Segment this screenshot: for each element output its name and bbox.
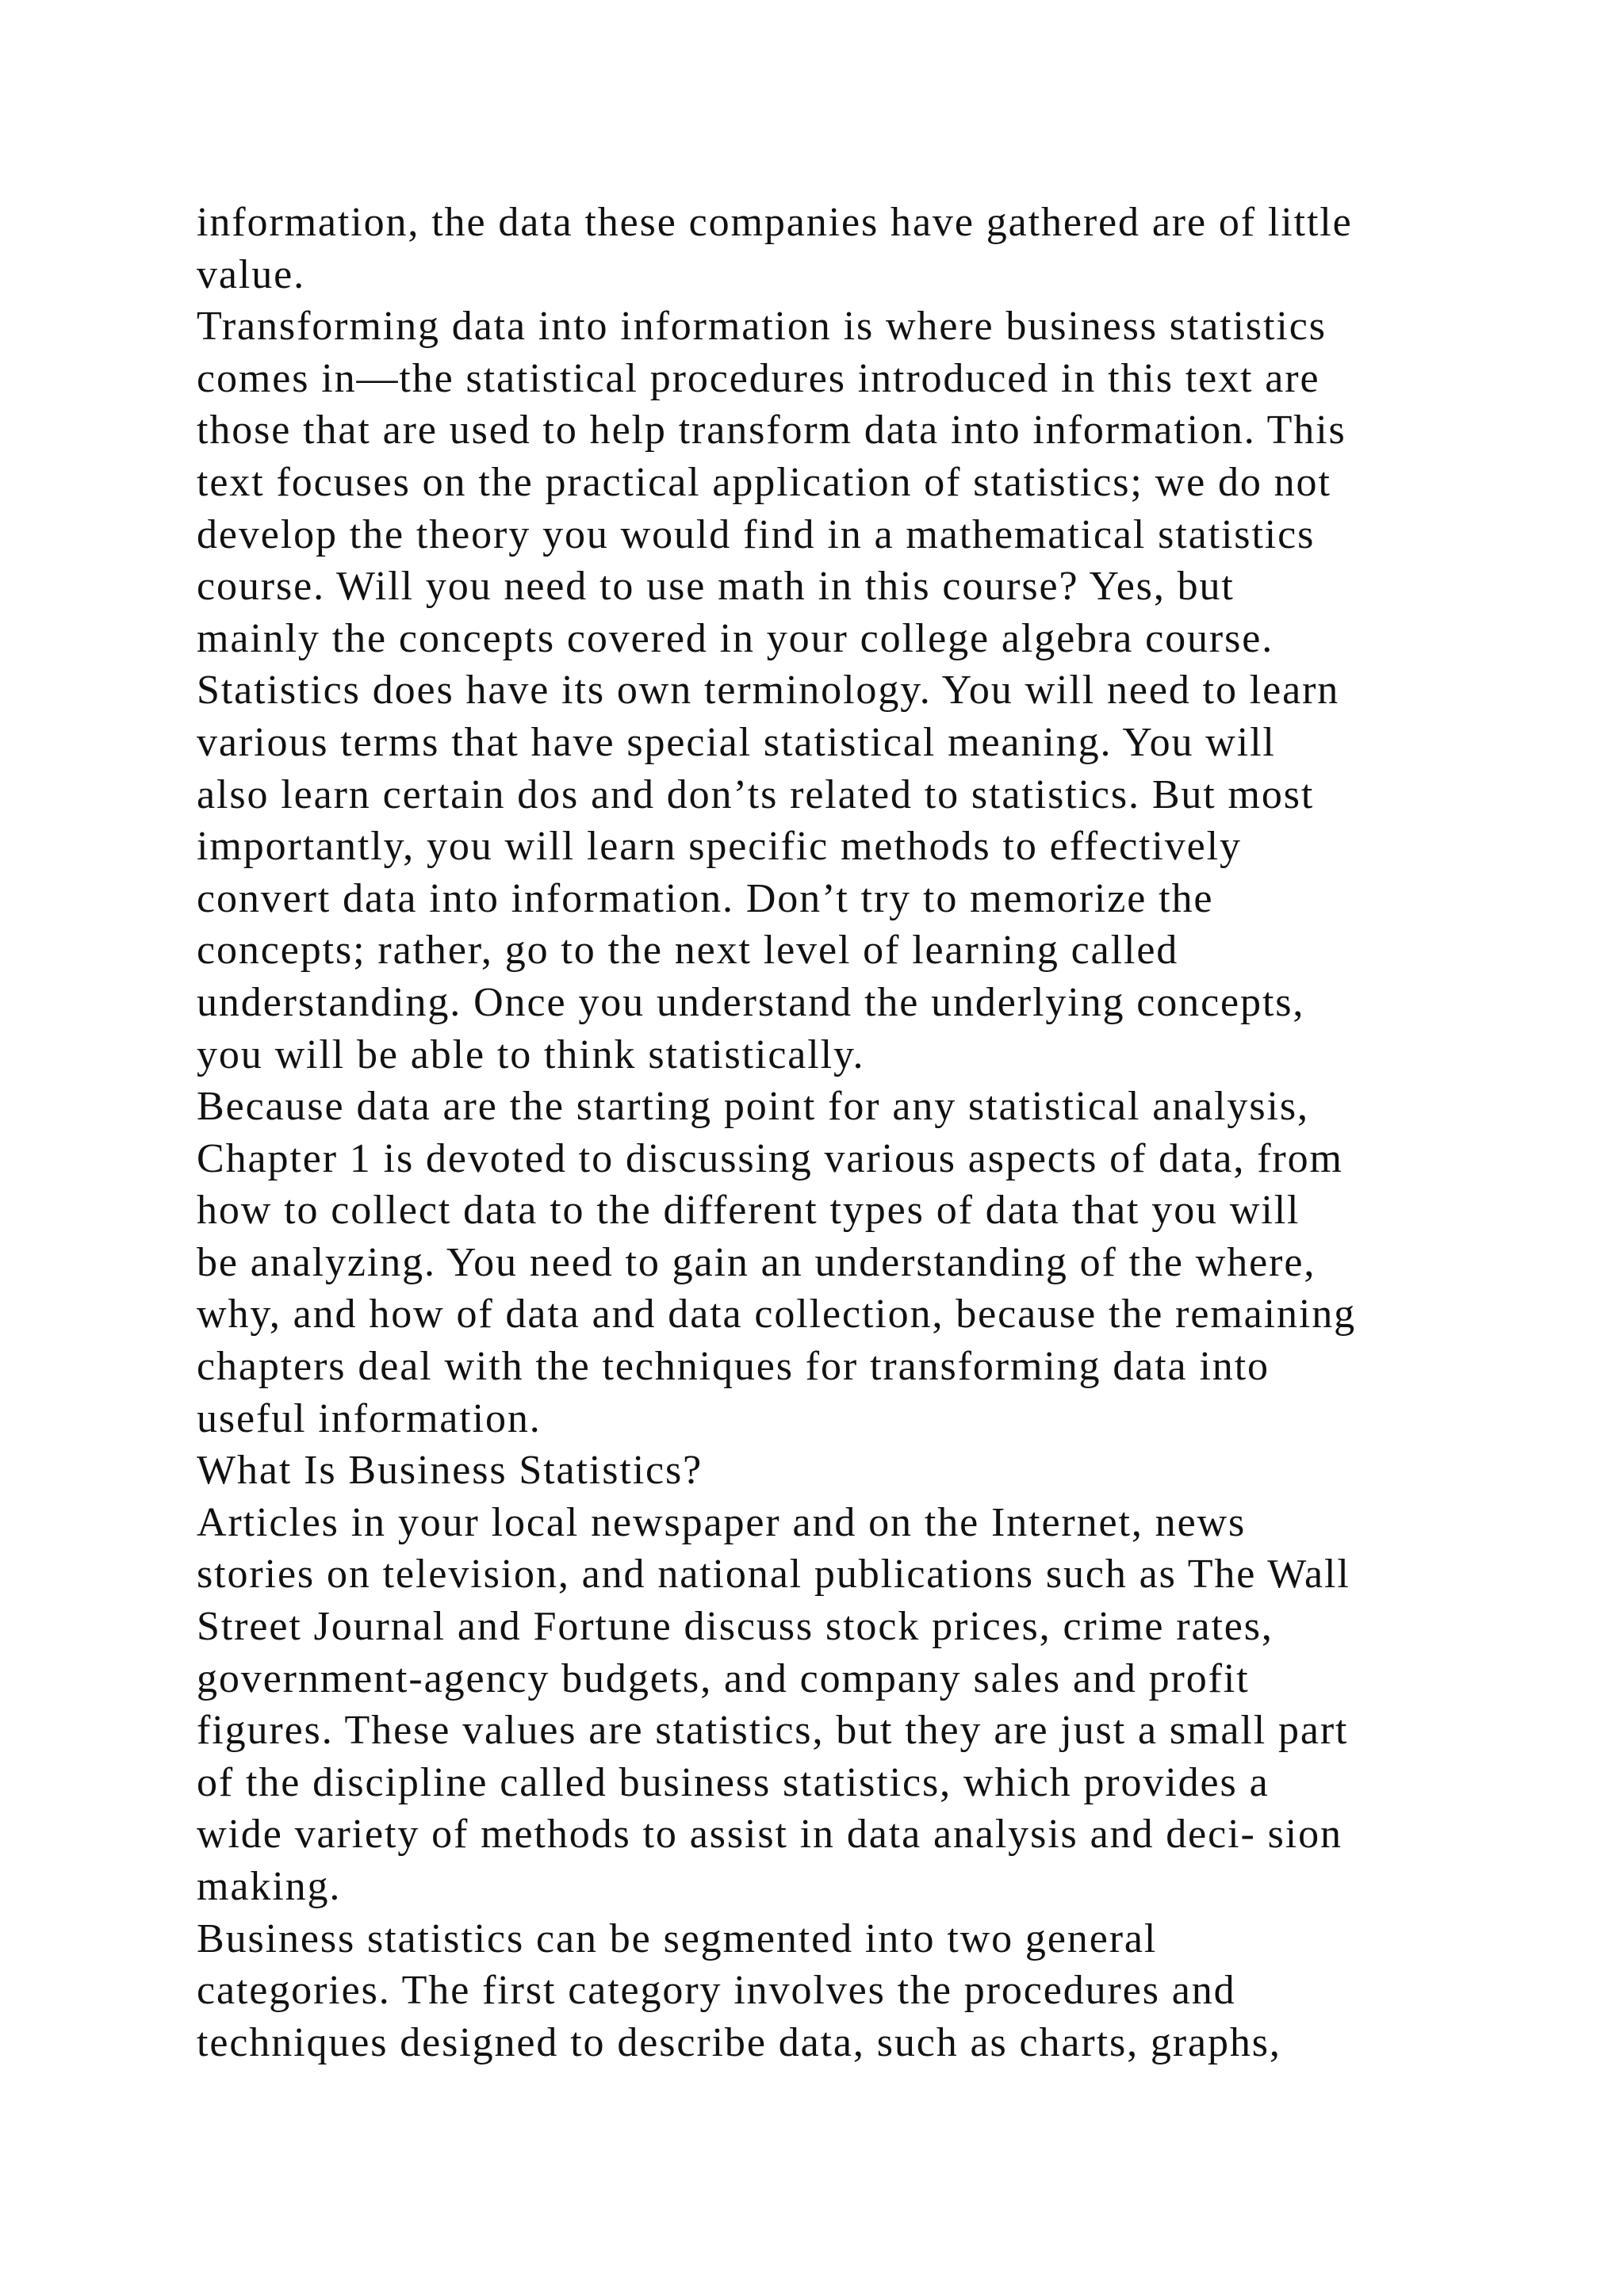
text-line: develop the theory you would find in a mathematical statistics xyxy=(197,511,1316,557)
text-line: importantly, you will learn specific methods to effectively xyxy=(197,824,1242,870)
text-line: Statistics does have its own terminology. You will need to learn xyxy=(197,668,1340,714)
text-line: Because data are the starting point for any statistical analysis, xyxy=(197,1084,1309,1130)
text-line: Articles in your local newspaper and on the Internet, news xyxy=(197,1499,1247,1545)
text-line: Chapter 1 is devoted to discussing various aspects of data, from xyxy=(197,1135,1343,1181)
text-line: wide variety of methods to assist in data analysis and deci- sion xyxy=(197,1812,1342,1858)
text-line: why, and how of data and data collection, because the remaining xyxy=(197,1292,1357,1337)
text-line: figures. These values are statistics, but they are just a small part xyxy=(197,1708,1349,1754)
text-line: various terms that have special statistical meaning. You will xyxy=(197,719,1276,765)
text-line: text focuses on the practical application of statistics; we do not xyxy=(197,459,1331,505)
text-line: useful information. xyxy=(197,1395,542,1441)
text-line: making. xyxy=(197,1864,342,1909)
text-line: you will be able to think statistically. xyxy=(197,1031,865,1077)
text-line: Street Journal and Fortune discuss stock prices, crime rates, xyxy=(197,1604,1274,1650)
text-line: be analyzing. You need to gain an understanding of the where, xyxy=(197,1239,1316,1285)
text-line: understanding. Once you understand the underlying concepts, xyxy=(197,979,1305,1025)
text-line: categories. The first category involves the procedures and xyxy=(197,1968,1236,2014)
text-line: concepts; rather, go to the next level of learning called xyxy=(197,928,1179,974)
text-line: comes in—the statistical procedures introduced in this text are xyxy=(197,355,1320,401)
text-line: Transforming data into information is where business statistics xyxy=(197,304,1327,350)
text-line: convert data into information. Don’t try to memorize the xyxy=(197,875,1214,921)
text-line: information, the data these companies have gathered are of little xyxy=(197,200,1353,245)
text-line: of the discipline called business statistics, which provides a xyxy=(197,1759,1270,1805)
text-line: mainly the concepts covered in your college algebra course. xyxy=(197,615,1274,661)
section-heading: What Is Business Statistics? xyxy=(197,1448,703,1494)
text-line: course. Will you need to use math in this course? Yes, but xyxy=(197,564,1235,610)
text-line: those that are used to help transform data into information. This xyxy=(197,408,1346,453)
text-line: stories on television, and national publications such as The Wall xyxy=(197,1552,1350,1598)
document-text xyxy=(197,197,1450,2068)
text-line: techniques designed to describe data, such as charts, graphs, xyxy=(197,2019,1281,2065)
text-line: how to collect data to the different types of data that you will xyxy=(197,1188,1300,1234)
text-line: chapters deal with the techniques for transforming data into xyxy=(197,1344,1270,1390)
text-line: government-agency budgets, and company sales and profit xyxy=(197,1655,1250,1701)
text-line: value. xyxy=(197,251,306,297)
text-line: also learn certain dos and don’ts related to statistics. But most xyxy=(197,771,1315,817)
text-line: Business statistics can be segmented into two general xyxy=(197,1915,1158,1961)
